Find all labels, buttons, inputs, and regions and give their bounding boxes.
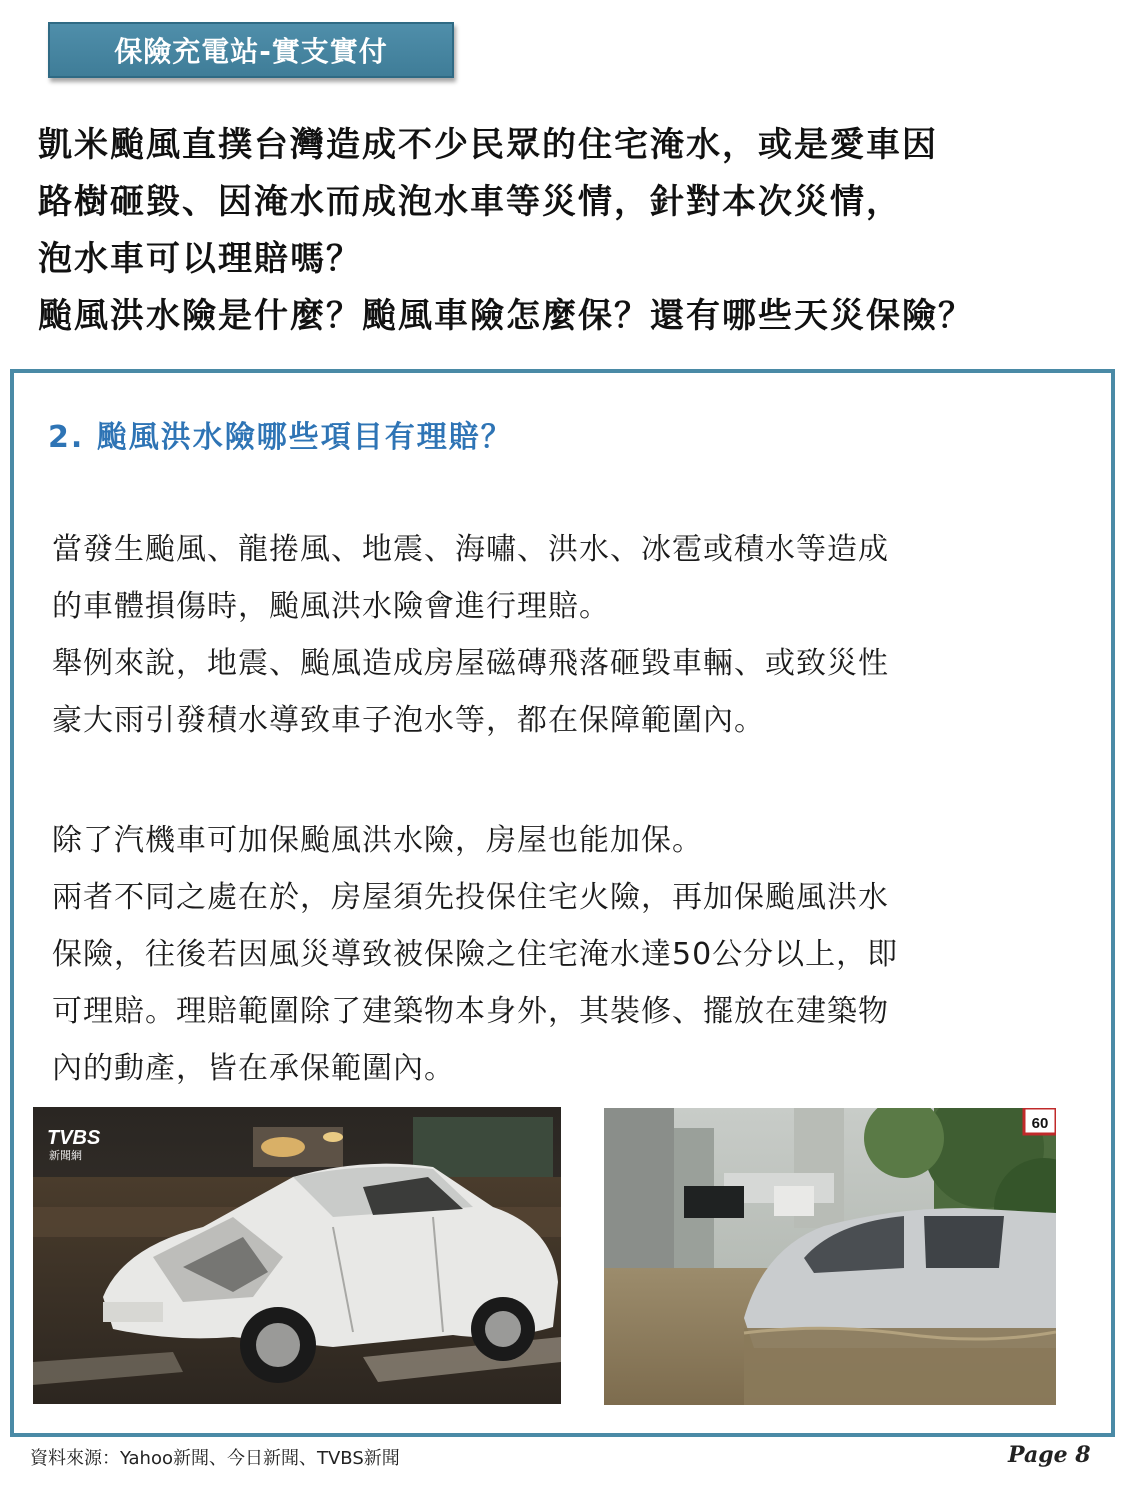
speed-sign: 60 bbox=[1031, 1115, 1049, 1132]
paragraph-line: 內的動產，皆在承保範圍內。 bbox=[52, 1051, 455, 1086]
paragraph-line: 的車體損傷時，颱風洪水險會進行理賠。 bbox=[52, 589, 610, 624]
paragraph-line: 豪大雨引發積水導致車子泡水等，都在保障範圍內。 bbox=[52, 703, 765, 738]
intro-line: 凱米颱風直撲台灣造成不少民眾的住宅淹水，或是愛車因 bbox=[38, 125, 938, 165]
paragraph-line: 兩者不同之處在於，房屋須先投保住宅火險，再加保颱風洪水 bbox=[52, 880, 889, 915]
paragraph-house bbox=[52, 812, 1082, 1097]
photo-flooded-car bbox=[604, 1108, 1056, 1405]
paragraph-line: 可理賠。理賠範圍除了建築物本身外，其裝修、擺放在建築物 bbox=[52, 994, 889, 1029]
paragraph-line: 舉例來說，地震、颱風造成房屋磁磚飛落砸毀車輛、或致災性 bbox=[52, 646, 889, 681]
tvbs-watermark-sub: 新聞網 bbox=[49, 1149, 82, 1162]
page-number: Page 8 bbox=[1008, 1442, 1091, 1468]
paragraph-line: 除了汽機車可加保颱風洪水險，房屋也能加保。 bbox=[52, 823, 703, 858]
intro-line: 颱風洪水險是什麼？颱風車險怎麼保？還有哪些天災保險？ bbox=[38, 296, 974, 336]
paragraph-line: 當發生颱風、龍捲風、地震、海嘯、洪水、冰雹或積水等造成 bbox=[52, 532, 889, 567]
paragraph-claims bbox=[52, 521, 1082, 749]
paragraph-line: 保險，往後若因風災導致被保險之住宅淹水達50公分以上，即 bbox=[52, 937, 899, 972]
intro-question bbox=[38, 117, 1123, 345]
intro-line: 路樹砸毀、因淹水而成泡水車等災情，針對本次災情， bbox=[38, 182, 902, 222]
photo-crushed-car bbox=[33, 1107, 561, 1404]
source-credit: 資料來源：Yahoo新聞、今日新聞、TVBS新聞 bbox=[30, 1448, 400, 1469]
header-title: 保險充電站-實支實付 bbox=[48, 22, 454, 78]
tvbs-watermark: TVBS bbox=[47, 1127, 101, 1149]
section-heading: 2. 颱風洪水險哪些項目有理賠？ bbox=[48, 420, 513, 455]
intro-line: 泡水車可以理賠嗎？ bbox=[38, 239, 362, 279]
